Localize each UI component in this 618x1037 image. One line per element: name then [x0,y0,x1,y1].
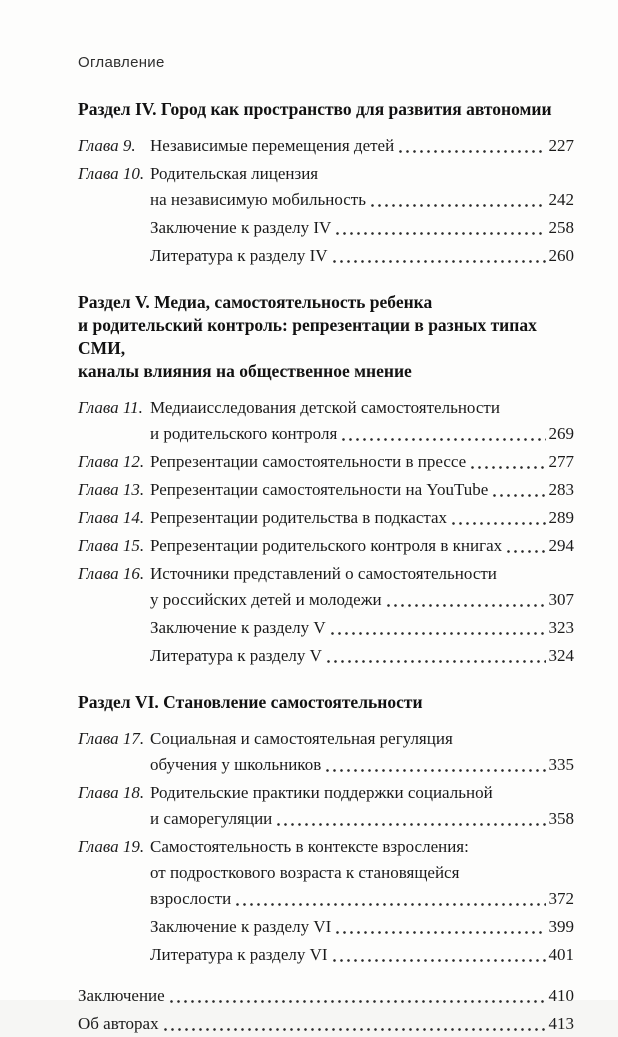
entry-title-line: на независимую мобильность [150,190,366,209]
entry-last-line [150,243,574,269]
page-number: 335 [548,755,574,774]
page-number: 372 [548,889,574,908]
entry-last-line [150,505,574,531]
dot-leader [328,615,546,641]
section-heading [78,98,574,121]
toc-entry [78,477,574,503]
page-number: 269 [548,424,574,443]
entry-content [150,615,574,641]
toc-entry [78,1011,574,1037]
toc-section [78,98,574,269]
entry-title-line: Заключение к разделу VI [150,917,332,936]
entry-label: Глава 13. [78,480,145,499]
entry-title-line: и родительского контроля [150,424,338,443]
dot-leader [333,215,545,241]
entry-content [150,449,574,475]
entry-label: Глава 17. [78,729,145,748]
dot-leader [233,886,545,912]
entry-last-line [150,587,574,613]
entry-title-line: Независимые перемещения детей [150,136,395,155]
toc-entry [78,533,574,559]
entry-title-line: Репрезентации родительства в подкастах [150,508,448,527]
entry-content [150,533,574,559]
entry-title-line: Репрезентации самостоятельности на YouTube [150,480,489,499]
entry-title-line: Литература к разделу VI [150,945,328,964]
entry-content [150,161,574,213]
dot-leader [274,806,545,832]
entry-label: Глава 12. [78,452,145,471]
entry-last-line [150,477,574,503]
entry-last-line [150,942,574,968]
section-heading-line: Раздел IV. Город как пространство для развития автономии [78,99,552,119]
entry-content [150,395,574,447]
page-number: 242 [548,190,574,209]
dot-leader [339,421,545,447]
entry-content [150,505,574,531]
section-heading-line: и родительский контроль: репрезентации в разных типах СМИ, [78,315,537,358]
entry-title-line: обучения у школьников [150,755,322,774]
entry-content [150,914,574,940]
page-header: Оглавление [78,54,165,71]
entry-title-line: Об авторах [78,1014,159,1033]
entry-last-line [150,421,574,447]
dot-leader [396,133,545,159]
dot-leader [449,505,545,531]
entry-content [150,834,574,912]
section-heading-line: Раздел V. Медиа, самостоятельность ребенка [78,292,433,312]
section-heading [78,691,574,714]
toc-entry [78,942,574,968]
page-number: 399 [548,917,574,936]
entry-last-line [150,752,574,778]
dot-leader [490,477,545,503]
page-number: 324 [548,646,574,665]
dot-leader [468,449,545,475]
entry-last-line [150,133,574,159]
toc-entry [78,133,574,159]
entry-title-line: Литература к разделу V [150,646,322,665]
entry-title-line: Заключение к разделу IV [150,218,332,237]
entry-content [150,780,574,832]
toc-entry [78,243,574,269]
toc-entry [78,395,574,447]
entry-label [78,615,150,641]
entry-content [150,243,574,269]
entry-title-line: Репрезентации самостоятельности в прессе [150,452,467,471]
toc-entry [78,643,574,669]
entry-label: Глава 18. [78,783,145,802]
entry-last-line [78,1011,574,1037]
dot-leader [368,187,546,213]
page-number: 401 [548,945,574,964]
page-number: 227 [548,136,574,155]
entry-content [150,643,574,669]
page-number: 289 [548,508,574,527]
entry-content [150,726,574,778]
page-number: 294 [548,536,574,555]
entry-last-line [150,615,574,641]
entry-label [78,942,150,968]
entry-title-line: взрослости [150,889,232,908]
toc-section [78,691,574,968]
entry-label: Глава 11. [78,398,143,417]
page-number: 277 [548,452,574,471]
entry-title-line: у российских детей и молодежи [150,590,382,609]
entry-title-line: Заключение [78,986,165,1005]
page-number: 258 [548,218,574,237]
entry-content [150,477,574,503]
entry-label: Глава 10. [78,164,145,183]
entry-title-line: Самостоятельность в контексте взросления: [150,837,469,856]
entry-last-line [78,983,574,1009]
section-heading-line: Раздел VI. Становление самостоятельности [78,692,423,712]
entry-last-line [150,215,574,241]
entry-last-line [150,806,574,832]
entry-label [78,914,150,940]
toc-entry [78,780,574,832]
entry-title-line: Медиаисследования детской самостоятельности [150,398,500,417]
page-number: 410 [548,986,574,1005]
toc-entry [78,561,574,613]
section-heading [78,291,574,383]
entry-label: Глава 16. [78,564,145,583]
toc-entry [78,161,574,213]
entry-last-line [150,643,574,669]
entry-content [78,983,574,1009]
dot-leader [324,643,546,669]
page-number: 413 [548,1014,574,1033]
toc [78,98,574,1037]
page-number: 307 [548,590,574,609]
dot-leader [330,942,546,968]
toc-entry [78,449,574,475]
entry-title-line: Репрезентации родительского контроля в книгах [150,536,503,555]
page-number: 260 [548,246,574,265]
entry-last-line [150,914,574,940]
toc-entry [78,505,574,531]
toc-entry [78,726,574,778]
page-number: 358 [548,809,574,828]
dot-leader [167,983,546,1009]
entry-label: Глава 19. [78,837,145,856]
toc-entry [78,983,574,1009]
entry-label [78,643,150,669]
entry-title-line: и саморегуляции [150,809,273,828]
entry-content [78,1011,574,1037]
entry-last-line [150,449,574,475]
entry-label: Глава 14. [78,508,145,527]
dot-leader [384,587,546,613]
entry-content [150,133,574,159]
dot-leader [333,914,545,940]
entry-content [150,561,574,613]
entry-title-line: от подросткового возраста к становящейся [150,863,460,882]
page-number: 323 [548,618,574,637]
entry-content [150,215,574,241]
entry-label: Глава 9. [78,136,136,155]
page-number: 283 [548,480,574,499]
entry-label: Глава 15. [78,536,145,555]
entry-title-line: Родительская лицензия [150,164,319,183]
toc-section [78,291,574,669]
toc-entry [78,215,574,241]
entry-title-line: Социальная и самостоятельная регуляция [150,729,453,748]
entry-content [150,942,574,968]
dot-leader [330,243,546,269]
entry-label [78,243,150,269]
toc-section [78,983,574,1037]
dot-leader [504,533,545,559]
toc-entry [78,914,574,940]
dot-leader [161,1011,546,1037]
entry-title-line: Литература к разделу IV [150,246,328,265]
entry-title-line: Источники представлений о самостоятельности [150,564,497,583]
entry-last-line [150,886,574,912]
dot-leader [323,752,545,778]
toc-entry [78,834,574,912]
entry-last-line [150,533,574,559]
toc-entry [78,615,574,641]
entry-title-line: Родительские практики поддержки социальной [150,783,493,802]
entry-label [78,215,150,241]
entry-title-line: Заключение к разделу V [150,618,326,637]
entry-last-line [150,187,574,213]
section-heading-line: каналы влияния на общественное мнение [78,361,412,381]
